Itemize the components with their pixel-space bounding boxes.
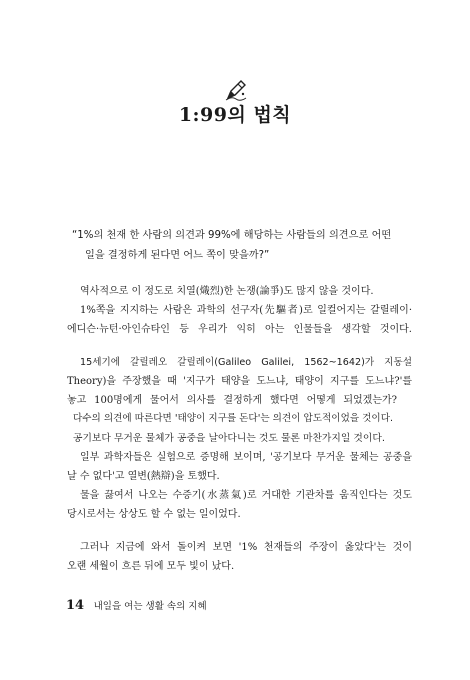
body-line: 오랜 세월이 흐른 뒤에 모두 빛이 났다. bbox=[67, 561, 235, 572]
body-line: 물을 끓여서 나오는 수증기(水蒸氣)로 거대한 기관차를 움직인다는 것도 bbox=[80, 490, 412, 501]
page-footer bbox=[66, 598, 207, 613]
body-line: 그러나 지금에 와서 돌이켜 보면 '1% 천재들의 주장이 옳았다'는 것이 bbox=[80, 542, 412, 553]
quote-line: “1%의 천재 한 사람의 의견과 99%에 해당하는 사람들의 의견으로 어떤 bbox=[72, 230, 392, 241]
page-number: 14 bbox=[66, 598, 85, 613]
body-line: 다수의 의견에 따른다면 '태양이 지구를 돈다'는 의견이 압도적이었을 것이다. bbox=[73, 413, 394, 424]
opening-quote bbox=[72, 226, 412, 266]
body-line: 당시로서는 상상도 할 수 없는 일이었다. bbox=[67, 509, 241, 520]
body-line: Theory)을 주장했을 때 '지구가 태양을 도느냐, 태양이 지구를 도느냐?'를 bbox=[67, 376, 412, 387]
page-title: 1:99의 법칙 bbox=[178, 104, 292, 126]
pencil-drawing-icon bbox=[224, 78, 248, 102]
book-title: 내일을 여는 생활 속의 지혜 bbox=[93, 601, 207, 612]
body-line: 일부 과학자들은 실험으로 증명해 보이며, '공기보다 무거운 물체는 공중을 bbox=[80, 452, 412, 463]
quote-line: 일을 결정하게 된다면 어느 쪽이 맞을까?” bbox=[85, 250, 270, 261]
body-line: 역사적으로 이 정도로 치열(熾烈)한 논쟁(論爭)도 많지 않을 것이다. bbox=[80, 286, 374, 297]
body-line: 공기보다 무거운 물체가 공중을 날아다니는 것도 물론 마찬가지일 것이다. bbox=[73, 433, 385, 444]
body-line: 날 수 없다'고 열변(熱辯)을 토했다. bbox=[67, 471, 220, 482]
body-line: 15세기에 갈릴레오 갈릴레이(Galileo Galilei, 1562~1642)가 지동설 bbox=[80, 357, 412, 368]
body-line: 에디슨·뉴턴·아인슈타인 등 우리가 익히 아는 인물들을 생각할 것이다. bbox=[67, 324, 412, 335]
body-line: 1%쪽을 지지하는 사람은 과학의 선구자(先驅者)로 일컬어지는 갈릴레이· bbox=[80, 305, 412, 316]
body-line: 놓고 100명에게 물어서 의사를 결정하게 했다면 어떻게 되었겠는가? bbox=[67, 395, 397, 406]
